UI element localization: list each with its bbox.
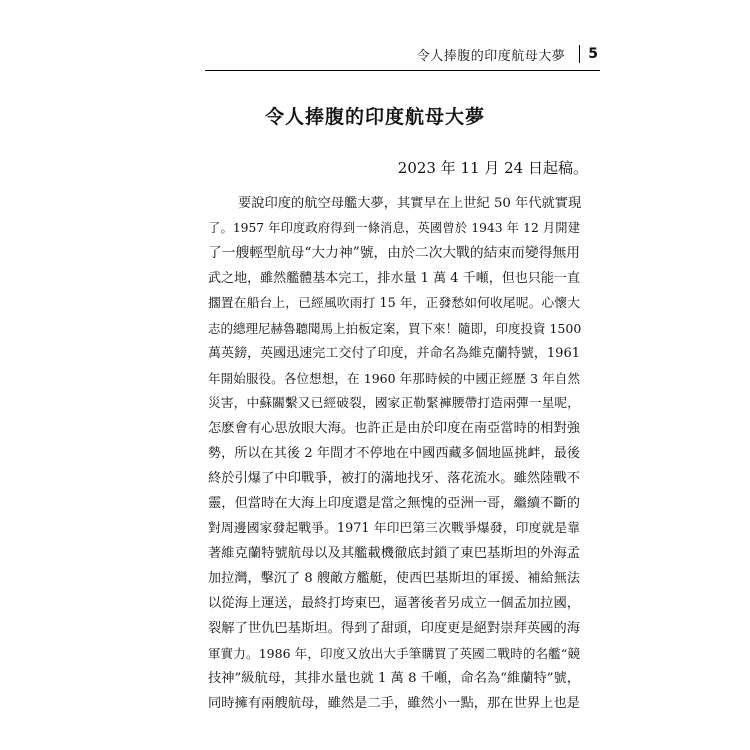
body-line: 終於引爆了中印戰爭，被打的滿地找牙、落花流水。雖然陸戰不	[208, 471, 580, 486]
running-header-title: 令人捧腹的印度航母大夢	[416, 48, 566, 64]
header-separator	[579, 45, 580, 63]
body-line: 以從海上運送，最終打垮東巴，逼著後者另成立一個孟加拉國，	[208, 596, 580, 611]
body-line: 勢，所以在其後 2 年間才不停地在中國西藏多個地區挑衅，最後	[208, 446, 580, 461]
body-line: 靈，但當時在大海上印度還是當之無愧的亞洲一哥，繼續不斷的	[208, 496, 580, 511]
body-line: 裂解了世仇巴基斯坦。得到了甜頭，印度更是絕對崇拜英國的海	[208, 621, 580, 636]
body-line: 要說印度的航空母艦大夢，其實早在上世紀 50 年代就實現	[238, 196, 582, 211]
body-line: 對周邊國家發起戰爭。1971 年印巴第三次戰爭爆發，印度就是靠	[208, 521, 580, 536]
header-rule	[205, 70, 600, 71]
body-line: 怎麽會有心思放眼大海。也許正是由於印度在南亞當時的相對強	[208, 421, 580, 436]
body-text	[208, 191, 580, 716]
body-line: 了。1957 年印度政府得到一條消息，英國曾於 1943 年 12 月開建	[208, 221, 580, 235]
body-line: 災害，中蘇關繫又已經破裂，國家正勒緊褲腰帶打造兩彈一星呢，	[208, 396, 580, 411]
body-line: 加拉灣，擊沉了 8 艘敵方艦艇，使西巴基斯坦的軍援、補給無法	[208, 571, 580, 586]
body-line: 了一艘輕型航母“大力神”號，由於二次大戰的結束而變得無用	[208, 245, 580, 261]
dateline: 2023 年 11 月 24 日起稿。	[397, 159, 588, 177]
chapter-title: 令人捧腹的印度航母大夢	[264, 106, 485, 128]
running-header	[417, 44, 598, 64]
page-number: 5	[588, 46, 598, 62]
body-line: 萬英鎊，英國迅速完工交付了印度，并命名為維克蘭特號，1961	[208, 346, 580, 361]
body-line: 擱置在船台上，已經風吹雨打 15 年，正發愁如何收尾呢。心懷大	[208, 296, 580, 311]
body-line: 著維克蘭特號航母以及其艦載機徹底封鎖了東巴基斯坦的外海孟	[208, 546, 580, 561]
body-line: 志的總理尼赫魯聽聞馬上拍板定案，買下來！隨即，印度投資 1500	[208, 321, 582, 336]
body-line: 軍實力。1986 年，印度又放出大手筆購買了英國二戰時的名艦“競	[208, 646, 580, 661]
body-line: 同時擁有兩艘航母，雖然是二手，雖然小一點，那在世界上也是	[208, 696, 580, 711]
body-line: 武之地，雖然艦體基本完工，排水量 1 萬 4 千噸，但也只能一直	[208, 271, 580, 286]
body-line: 技神”級航母，其排水量也就 1 萬 8 千噸，命名為“維蘭特”號，	[208, 671, 581, 686]
body-line: 年開始服役。各位想想，在 1960 年那時候的中國正經歷 3 年自然	[208, 371, 580, 386]
